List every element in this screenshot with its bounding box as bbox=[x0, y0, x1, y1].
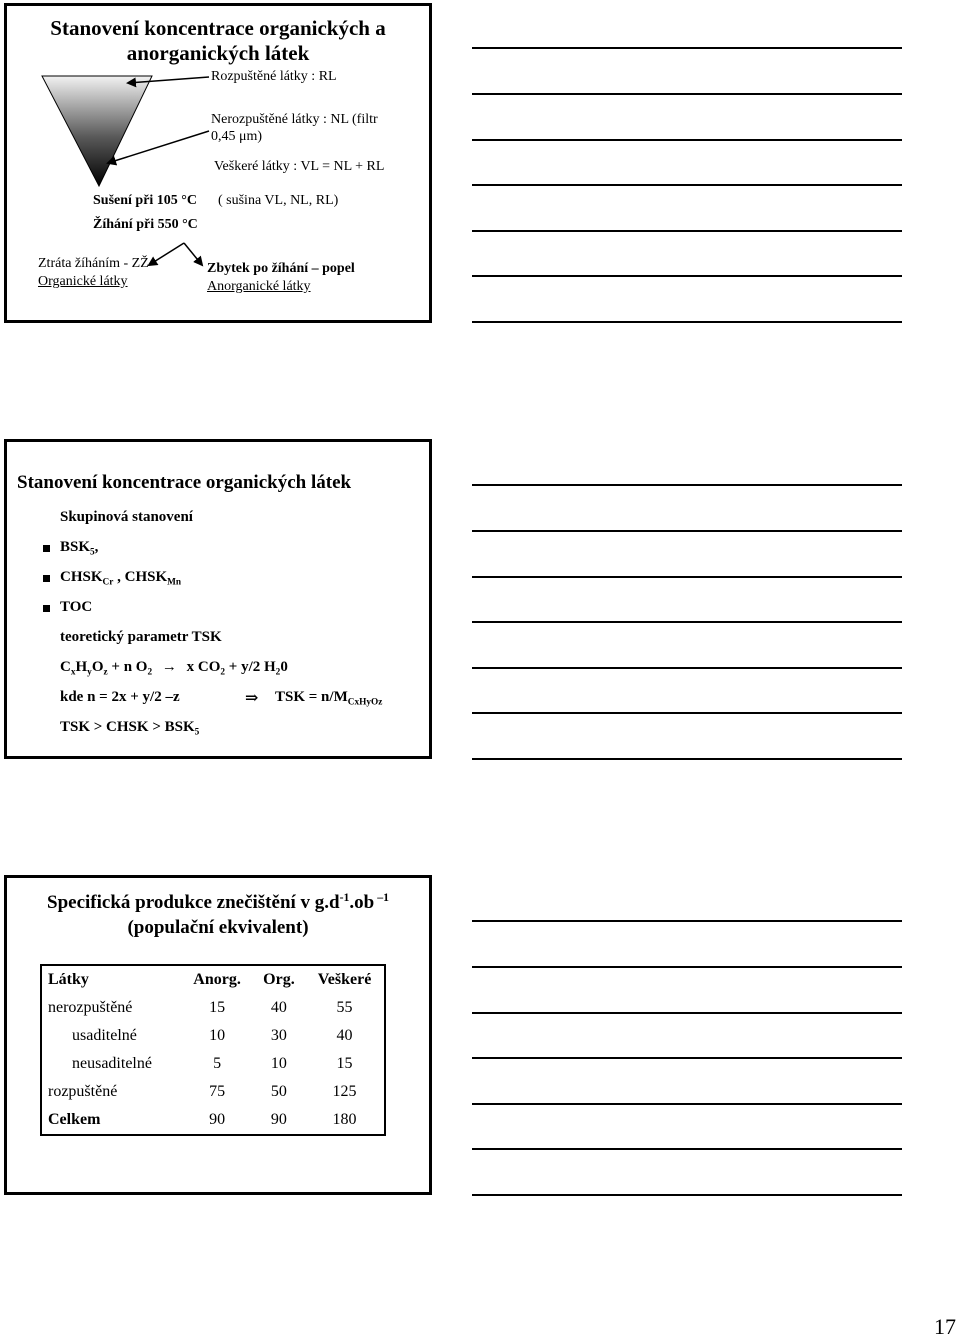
nl-label-line1: Nerozpuštěné látky : NL (filtr bbox=[211, 112, 378, 127]
page-number: 17 bbox=[934, 1314, 956, 1339]
note-line bbox=[472, 484, 902, 486]
table-cell: 50 bbox=[270, 1083, 287, 1100]
note-line bbox=[472, 712, 902, 714]
table-cell: 55 bbox=[336, 999, 353, 1016]
nl-label-line2: 0,45 μm) bbox=[211, 129, 263, 144]
table-header: Anorg. bbox=[193, 971, 241, 988]
table-cell: usaditelné bbox=[72, 1027, 137, 1044]
item-toc: TOC bbox=[60, 599, 93, 615]
table-row bbox=[41, 994, 385, 1022]
slide-2 bbox=[4, 439, 432, 759]
table-cell: 5 bbox=[213, 1055, 222, 1072]
production-table bbox=[40, 964, 386, 1136]
slide3-title-line2: (populační ekvivalent) bbox=[127, 917, 309, 938]
residue-label-line1: Zbytek po žíhání – popel bbox=[207, 261, 355, 276]
bullet-icon bbox=[43, 605, 50, 612]
table-cell: 180 bbox=[332, 1111, 357, 1128]
note-line bbox=[472, 1148, 902, 1150]
arrow-residue bbox=[184, 243, 202, 265]
combustion-equation: $C_xH_yO_z + n$ $O_2 \to x$ $CO_2 + y/2$ $H_20$ bbox=[60, 659, 288, 678]
table-cell: neusaditelné bbox=[72, 1055, 152, 1072]
drying-label: Sušení při 105 °C bbox=[93, 193, 198, 208]
table-cell: Celkem bbox=[48, 1111, 101, 1128]
table-cell: rozpuštěné bbox=[48, 1083, 118, 1100]
note-line bbox=[472, 321, 902, 323]
note-line bbox=[472, 230, 902, 232]
ignition-label: Žíhání při 550 °C bbox=[93, 217, 198, 232]
item-chsk: $CHSK_{Cr}$ , $CHSK_{Mn}$ bbox=[60, 569, 182, 588]
order-line: TSK > CHSK > $BSK_5$ bbox=[60, 719, 200, 738]
note-line bbox=[472, 1103, 902, 1105]
table-row bbox=[41, 1106, 385, 1135]
note-line bbox=[472, 275, 902, 277]
table-cell: 30 bbox=[270, 1027, 287, 1044]
table-row bbox=[41, 1050, 385, 1078]
table-cell: 40 bbox=[270, 999, 287, 1016]
slide-3 bbox=[4, 875, 432, 1195]
note-line bbox=[472, 93, 902, 95]
table-cell: 90 bbox=[209, 1111, 226, 1128]
bullet-icon bbox=[43, 545, 50, 552]
funnel-shape bbox=[42, 76, 152, 186]
note-line bbox=[472, 966, 902, 968]
note-line bbox=[472, 920, 902, 922]
slide2-subtitle: Skupinová stanovení bbox=[60, 509, 193, 525]
note-line bbox=[472, 667, 902, 669]
note-line bbox=[472, 47, 902, 49]
table-header: Veškeré bbox=[317, 971, 372, 988]
residue-label-line2: Anorganické látky bbox=[207, 279, 311, 294]
bullet-icon bbox=[43, 575, 50, 582]
slide3-title-line1: Specifická produkce znečištění v $g.d^{-1}.ob$ $^{-1}$ bbox=[47, 890, 389, 913]
tsk-formula: TSK = $n/M_{CxHyOz}$ bbox=[275, 689, 383, 708]
note-line bbox=[472, 184, 902, 186]
table-cell: 90 bbox=[270, 1111, 287, 1128]
arrow-icon: → bbox=[161, 659, 177, 675]
slide1-title-line1: Stanovení koncentrace organických a bbox=[50, 16, 386, 40]
table-cell: 40 bbox=[336, 1027, 353, 1044]
note-line bbox=[472, 1057, 902, 1059]
implies-icon: ⇒ bbox=[245, 690, 259, 707]
note-line bbox=[472, 1012, 902, 1014]
slide-1 bbox=[4, 3, 432, 323]
drying-note: ( sušina VL, NL, RL) bbox=[218, 193, 339, 208]
table-cell: 10 bbox=[209, 1027, 226, 1044]
note-line bbox=[472, 621, 902, 623]
item-bsk5: $BSK_5$, bbox=[60, 539, 99, 558]
note-line bbox=[472, 1194, 902, 1196]
slide2-title: Stanovení koncentrace organických látek bbox=[17, 472, 352, 493]
table-header: Látky bbox=[48, 971, 89, 988]
table-header: Org. bbox=[263, 971, 295, 988]
table-cell: 125 bbox=[332, 1083, 357, 1100]
note-line bbox=[472, 758, 902, 760]
table-row bbox=[41, 1022, 385, 1050]
table-cell: 15 bbox=[336, 1055, 353, 1072]
theory-label: teoretický parametr TSK bbox=[60, 629, 222, 645]
note-line bbox=[472, 576, 902, 578]
loss-label-line1: Ztráta žíháním - ZŽ bbox=[38, 256, 149, 271]
arrow-loss bbox=[149, 243, 184, 265]
rl-label: Rozpuštěné látky : RL bbox=[211, 69, 337, 84]
table-cell: 15 bbox=[209, 999, 226, 1016]
note-line bbox=[472, 530, 902, 532]
table-header-row bbox=[41, 965, 385, 994]
table-cell: 10 bbox=[270, 1055, 287, 1072]
vl-label: Veškeré látky : VL = NL + RL bbox=[214, 159, 385, 174]
table-cell: 75 bbox=[209, 1083, 226, 1100]
table-cell: nerozpuštěné bbox=[48, 999, 133, 1016]
kde-line: kde n = 2x + y/2 –z bbox=[60, 689, 180, 705]
loss-label-line2: Organické látky bbox=[38, 274, 128, 289]
table-row bbox=[41, 1078, 385, 1106]
note-line bbox=[472, 139, 902, 141]
slide1-title-line2: anorganických látek bbox=[126, 41, 310, 65]
